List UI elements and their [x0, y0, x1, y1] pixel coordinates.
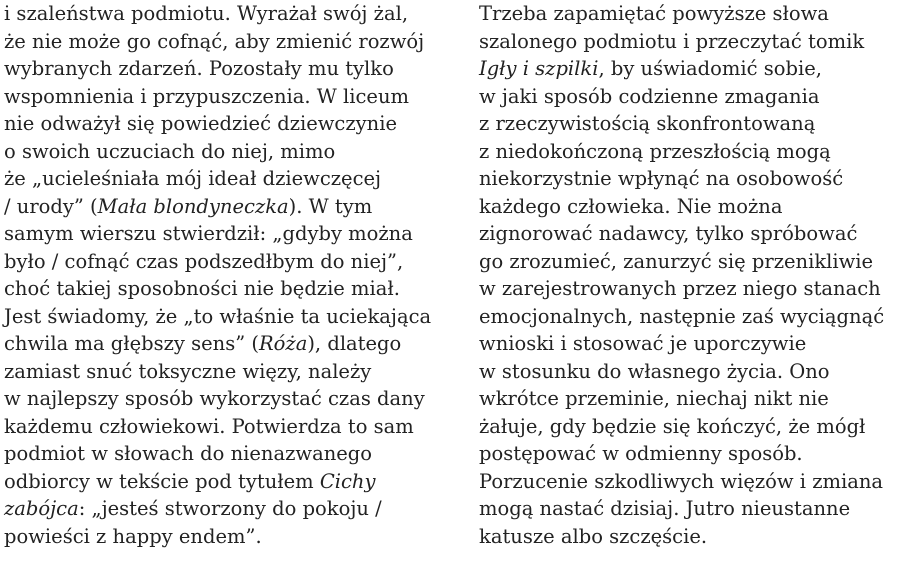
text-segment: Jest świadomy, że „to właśnie ta uciekająca [4, 304, 432, 328]
text-segment: z rzeczywistością skonfrontowaną [479, 112, 816, 135]
text-line [479, 55, 899, 83]
text-line [4, 28, 424, 56]
text-line [4, 248, 424, 276]
text-line [4, 495, 424, 523]
text-segment: , by uświadomić sobie, [598, 57, 822, 80]
text-segment: szalonego podmiotu i przeczytać tomik [479, 29, 865, 53]
text-segment: o swoich uczuciach do niej, mimo [4, 139, 336, 163]
text-line [479, 0, 899, 28]
text-segment: i szaleństwa podmiotu. Wyrażał swój żal, [4, 2, 409, 25]
text-line [479, 83, 899, 111]
text-line [4, 0, 424, 28]
text-segment: emocjonalnych, następnie zaś wyciągnąć [479, 304, 885, 328]
text-segment: było / cofnąć czas podszedłbym do niej”, [4, 249, 404, 273]
text-segment: w stosunku do własnego życia. Ono [479, 359, 830, 383]
text-line [4, 275, 424, 303]
text-line [4, 55, 424, 83]
text-line [479, 248, 899, 276]
text-line [479, 413, 899, 441]
text-segment: że nie może go cofnąć, aby zmienić rozwój [4, 29, 425, 53]
text-line [479, 440, 899, 468]
text-segment: nie odważył się powiedzieć dziewczynie [4, 112, 397, 135]
text-segment: powieści z happy endem”. [4, 524, 262, 548]
text-segment: mogą nastać dzisiaj. Jutro nieustanne [479, 497, 851, 520]
text-line [4, 523, 424, 551]
text-line [479, 330, 899, 358]
text-line [479, 28, 899, 56]
text-line [4, 330, 424, 358]
text-segment: samym wierszu stwierdził: „gdyby można [4, 222, 413, 245]
text-segment: podmiot w słowach do nienazwanego [4, 442, 373, 465]
text-segment: chwila ma głębszy sens” ( [4, 332, 259, 355]
text-segment: ). W tym [288, 194, 373, 218]
text-segment: ), dlatego [307, 332, 402, 355]
text-segment: w jaki sposób codzienne zmagania [479, 84, 820, 108]
text-segment: w zarejestrowanych przez niego stanach [479, 277, 881, 300]
text-line [4, 220, 424, 248]
text-segment: katusze albo szczęście. [479, 524, 708, 548]
text-segment: Porzucenie szkodliwych więzów i zmiana [479, 469, 884, 493]
text-line [479, 523, 899, 551]
text-line [479, 358, 899, 386]
text-segment: że „ucieleśniała mój ideał dziewczęcej [4, 167, 382, 190]
text-segment: : „jesteś stworzony do pokoju / [78, 497, 382, 520]
text-segment: wnioski i stosować je uporczywie [479, 332, 807, 355]
italic-title: Mała blondyneczka [97, 194, 289, 218]
text-segment: postępować w odmienny sposób. [479, 442, 803, 465]
text-line [4, 138, 424, 166]
italic-title: Igły i szpilki [479, 57, 599, 80]
text-line [479, 138, 899, 166]
text-line [4, 385, 424, 413]
text-segment: zamiast snuć toksyczne więzy, należy [4, 359, 372, 383]
text-line [479, 303, 899, 331]
text-segment: zignorować nadawcy, tylko spróbować [479, 222, 858, 245]
text-line [479, 468, 899, 496]
text-segment: odbiorcy w tekście pod tytułem [4, 469, 320, 493]
text-segment: każdego człowieka. Nie można [479, 194, 783, 218]
text-segment: niekorzystnie wpłynąć na osobowość [479, 167, 844, 190]
text-line [4, 303, 432, 331]
text-line [479, 110, 899, 138]
text-segment: w najlepszy sposób wykorzystać czas dany [4, 387, 425, 410]
text-line [479, 275, 899, 303]
text-column-right [479, 0, 899, 550]
text-segment: żałuje, gdy będzie się kończyć, że mógł [479, 414, 866, 438]
text-line [479, 385, 899, 413]
text-line [4, 358, 424, 386]
text-segment: z niedokończoną przeszłością mogą [479, 139, 831, 163]
italic-title: Cichy [319, 469, 376, 493]
text-segment: choć takiej sposobności nie będzie miał. [4, 277, 400, 300]
text-line [4, 440, 424, 468]
text-line [4, 413, 424, 441]
text-line [479, 193, 899, 221]
text-line [4, 83, 424, 111]
text-line [4, 165, 424, 193]
text-line [4, 193, 424, 221]
text-segment: go zrozumieć, zanurzyć się przenikliwie [479, 249, 874, 273]
text-segment: wspomnienia i przypuszczenia. W liceum [4, 84, 409, 108]
text-line [479, 495, 899, 523]
text-line [4, 110, 424, 138]
text-segment: każdemu człowiekowi. Potwierdza to sam [4, 414, 414, 438]
text-line [4, 468, 424, 496]
text-segment: / urody” ( [4, 194, 98, 218]
text-column-left [4, 0, 432, 550]
text-segment: Trzeba zapamiętać powyższe słowa [479, 2, 829, 25]
text-line [479, 220, 899, 248]
text-segment: wybranych zdarzeń. Pozostały mu tylko [4, 57, 394, 80]
italic-title: Róża [259, 332, 308, 355]
text-line [479, 165, 899, 193]
italic-title: zabójca [4, 497, 79, 520]
text-segment: wkrótce przeminie, niechaj nikt nie [479, 387, 829, 410]
